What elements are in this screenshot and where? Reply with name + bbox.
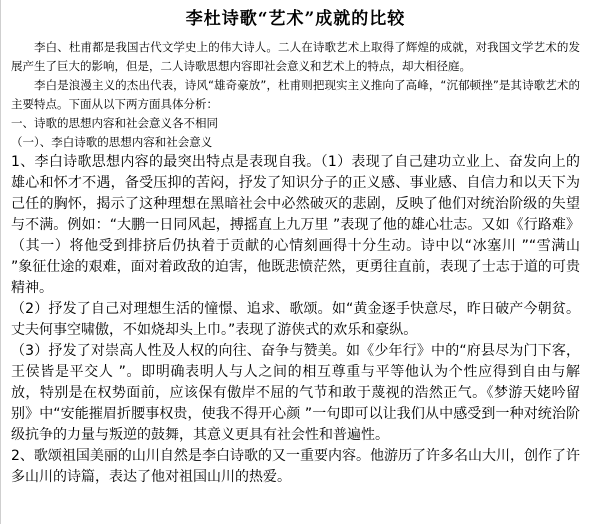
intro-paragraph-2: 李白是浪漫主义的杰出代表，诗风“雄奇豪放”，杜甫则把现实主义推向了高峰，“沉郁顿挫”是其诗歌艺术的主要特点。下面从以下两方面具体分析： xyxy=(11,78,580,111)
section-heading-1: 一、诗歌的思想内容和社会意义各不相同 xyxy=(11,116,218,130)
subsection-heading-1-1: （一）、李白诗歌的思想内容和社会意义 xyxy=(11,135,213,149)
point-3-paragraph: （3）抒发了对崇高人性及人权的向往、奋争与赞美。如《少年行》中的“府县尽为门下客，王侯皆是平交人 ”。即明确表明人与人之间的相互尊重与平等他认为个性应得到自由与解放，特别是在权势面前，应该保有傲岸不屈的气节和敢于蔑视的浩然正气。《梦游天姥吟留别》中“安能摧眉折腰事权贵，使我不得开心颜 ”一句即可以让我们从中感受到一种对统治阶级抗争的力量与叛逆的鼓舞，其意义更具有社会性和普遍性。 xyxy=(11,343,580,443)
page-title: 李杜诗歌“艺术”成就的比较 xyxy=(185,9,406,29)
intro-paragraph-1: 李白、杜甫都是我国古代文学史上的伟大诗人。二人在诗歌艺术上取得了辉煌的成就，对我国文学艺术的发展产生了巨大的影响，但是，二人诗歌思想内容即社会意义和艺术上的特点，却大相径庭。 xyxy=(11,40,580,73)
point-4-paragraph: 2、歌颂祖国美丽的山川自然是李白诗歌的又一重要内容。他游历了许多名山大川，创作了许多山川的诗篇，表达了他对祖国山川的热爱。 xyxy=(11,448,580,485)
point-1-paragraph: 1、李白诗歌思想内容的最突出特点是表现自我。（1）表现了自己建功立业上、奋发向上的雄心和怀才不遇，备受压抑的苦闷，抒发了知识分子的正义感、事业感、自信力和以天下为己任的胸怀，揭示了这种理想在黑暗社会中必然破灭的悲剧，反映了他们对统治阶级的失望与不满。例如：“大鹏一日同风起，搏摇直上九万里 ”表现了他的雄心壮志。又如《行路难》（其一）将他受到排挤后仍执着于贡献的心情刻画得十分生动。诗中以“冰塞川 ”“雪满山 ”象征仕途的艰难，面对着政敌的迫害，他既悲愤茫然，更勇往直前，表现了士志于道的可贵精神。 xyxy=(11,154,580,296)
point-2-paragraph: （2）抒发了自己对理想生活的憧憬、追求、歌颂。如“黄金逐手快意尽，昨日破产今朝贫。丈夫何事空啸傲，不如烧却头上巾。”表现了游侠式的欢乐和豪纵。 xyxy=(11,301,580,338)
